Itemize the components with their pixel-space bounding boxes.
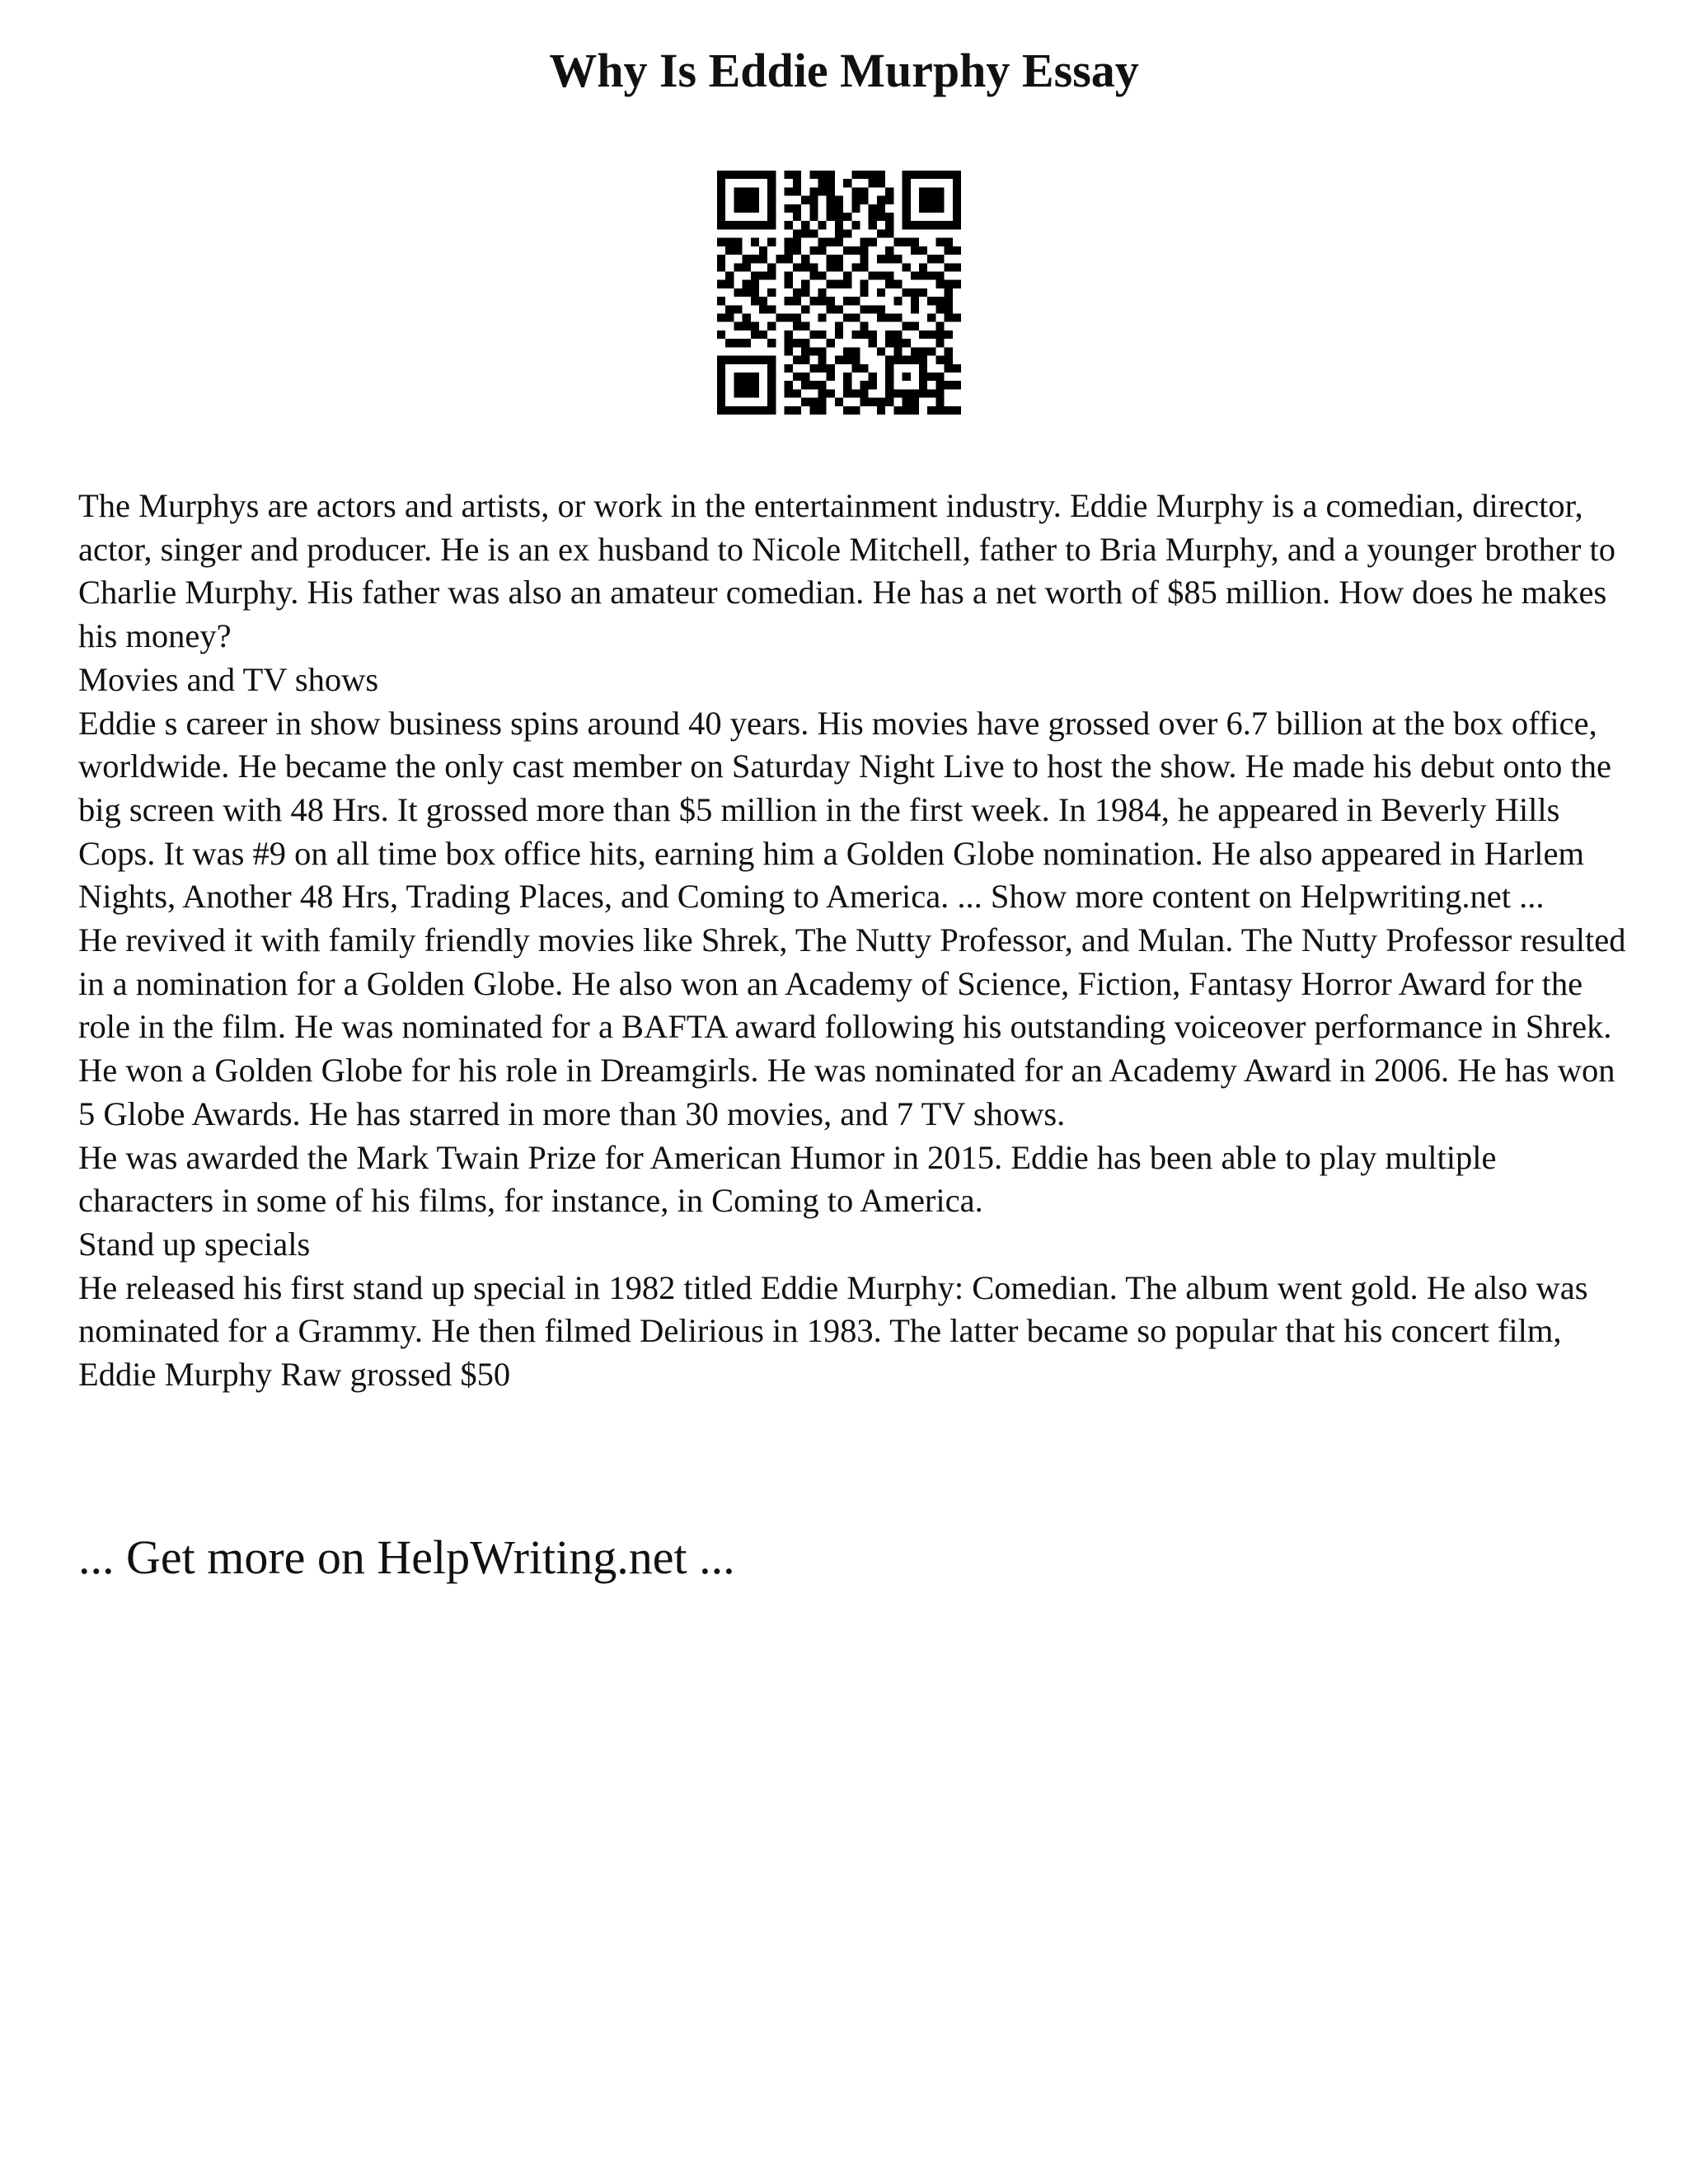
paragraph-intro: The Murphys are actors and artists, or work in the entertainment industry. Eddie Murphy is a comedian, director, actor, singer and producer. He is an ex husband to Nicole Mitchell, father to Bria Murphy, and a younger brother to Charlie Murphy. His father was also an amateur comedian. He has a net worth of $85 million. How does he makes his money? (78, 487, 1615, 655)
paragraph-family-movies: He revived it with family friendly movies like Shrek, The Nutty Professor, and Mulan. The Nutty Professor resulted in a nomination for a Golden Globe. He also won an Academy of Science, Fiction, Fantasy Horror Award for the role in the film. He was nominated for a BAFTA award following his outstanding voiceover performance in Shrek. (78, 921, 1626, 1046)
paragraph-standup: He released his first stand up special in 1982 titled Eddie Murphy: Comedian. The album went gold. He also was nominated for a Grammy. He then filmed Delirious in 1983. The latter became so popular that his concert film, Eddie Murphy Raw grossed $50 (78, 1268, 1588, 1394)
paragraph-mark-twain: He was awarded the Mark Twain Prize for American Humor in 2015. Eddie has been able to play multiple characters in some of his films, for instance, in Coming to America. (78, 1138, 1497, 1220)
paragraph-career: Eddie s career in show business spins around 40 years. His movies have grossed over 6.7 billion at the box office, worldwide. He became the only cast member on Saturday Night Live to host the show. He made his debut onto the big screen with 48 Hrs. It grossed more than $5 million in the first week. In 1984, he appeared in Beverly Hills Cops. It was #9 on all time box office hits, earning him a Golden Globe nomination. He also appeared in Harlem Nights, Another 48 Hrs, Trading Places, and Coming to America. ... Show more content on Helpwriting.net ... (78, 704, 1611, 916)
section-heading-movies: Movies and TV shows (78, 660, 379, 698)
essay-body (78, 485, 1628, 1397)
qr-code-icon (717, 171, 961, 415)
document-title: Why Is Eddie Murphy Essay (549, 44, 1139, 97)
section-heading-standup: Stand up specials (78, 1225, 311, 1263)
get-more-link[interactable]: ... Get more on HelpWriting.net ... (78, 1530, 735, 1584)
paragraph-awards: He won a Golden Globe for his role in Dreamgirls. He was nominated for an Academy Award in 2006. He has won 5 Globe Awards. He has starred in more than 30 movies, and 7 TV shows. (78, 1052, 1615, 1132)
